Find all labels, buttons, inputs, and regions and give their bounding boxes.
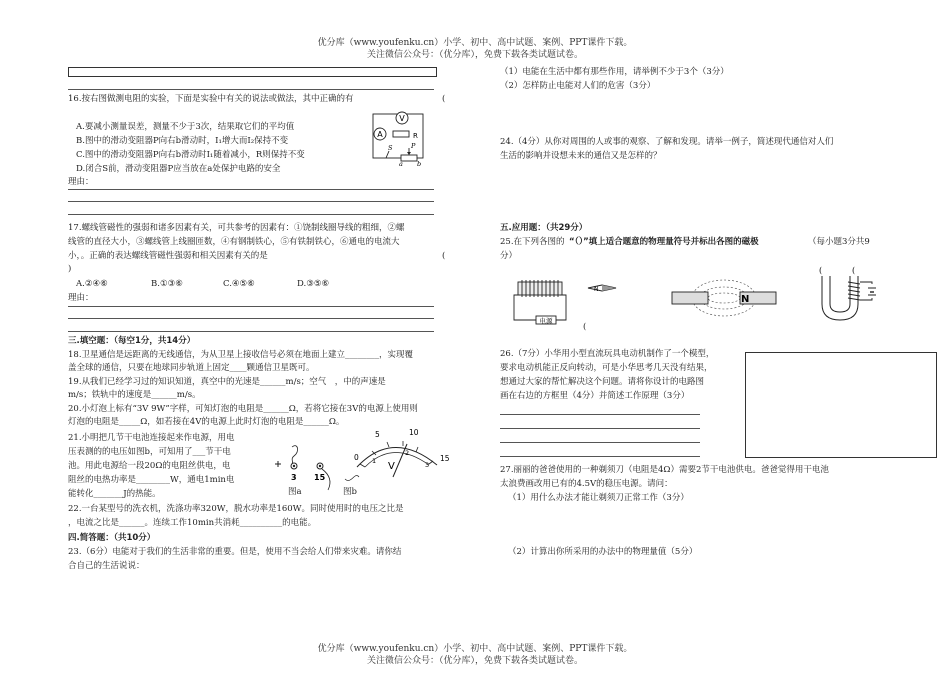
answer-line (68, 214, 434, 215)
footer-line-1: 优分库（www.youfenku.cn）小学、初中、高中试题、案例、PPT课件下载。 (317, 644, 633, 654)
q22-line-1: 22.一台某型号的洗衣机，洗涤功率320W，脱水功率是160W。同时使用时的电压之比是 (68, 504, 404, 514)
section-3-title: 三.填空题：（每空1分，共14分） (68, 336, 196, 346)
fig-label-v: V (399, 114, 405, 123)
q16-paren: ( (442, 94, 446, 104)
q17-paren-open: ( (442, 251, 446, 261)
dial-label-15: 15 (440, 454, 450, 463)
q16-option-c: C.图中的滑动变阻器P向右b滑动时I₁随着减小，R则保持不变 (76, 150, 305, 160)
header-line-1: 优分库（www.youfenku.cn）小学、初中、高中试题、案例、PPT课件下载。 (317, 38, 633, 48)
figure-b-voltmeter-dial (345, 427, 455, 489)
figure-a-terminals (270, 442, 340, 498)
q27-line-1: 27.丽丽的爸爸使用的一种剃须刀（电阻是4Ω）需要2节干电池供电。爸爸觉得用干电池 (500, 465, 829, 475)
q25-part-c: （每小题3分共9 (808, 237, 870, 247)
q16-option-b: B.图中的滑动变阻器P向右b滑动时，I₁增大而I₂保持不变 (76, 136, 289, 146)
answer-line (68, 331, 434, 332)
q16-reason-label: 理由： (68, 177, 94, 187)
q19-line-2: m/s；铁轨中的速度是______m/s。 (68, 390, 201, 400)
q25-u-magnet-figure (816, 264, 896, 324)
answer-line (68, 189, 434, 190)
q27-sub-2: （2）计算出你所采用的办法中的物理量值（5分） (508, 547, 698, 557)
q17-line-2: 线管的直径大小，③螺线管上线圈匝数，④有钢制铁心，⑤有铁制铁心，⑥通电的电流大 (68, 237, 400, 247)
answer-line (500, 456, 700, 457)
answer-line (500, 414, 700, 415)
dial-label-10: 10 (409, 428, 419, 437)
q26-line-2: 要求电动机能正反向转动，可是小华思考几天没有结果， (500, 363, 713, 373)
q18-line-2: 盖全球的通信，只要在地球同步轨道上固定____颗通信卫星既可。 (68, 363, 315, 373)
q23-sub-1: （1）电能在生活中都有那些作用，请举例不少于3个（3分） (500, 67, 729, 77)
q26-line-1: 26.（7分）小华用小型直流玩具电动机制作了一个模型， (500, 349, 715, 359)
q21-line-4: 阻丝的电热功率是________W，通电1min电 (68, 475, 235, 485)
q25-magnets-figure (670, 278, 778, 320)
magnet-n-label: N (741, 294, 750, 305)
dial-label-5: 5 (375, 430, 380, 439)
fig-label-b-end: b (417, 160, 422, 168)
q17-paren-close: ) (68, 264, 72, 274)
answer-line (500, 428, 700, 429)
answer-line (500, 442, 700, 443)
footer-line-2: 关注微信公众号：（优分库），免费下载各类试题试卷。 (366, 656, 583, 666)
q21-line-1: 21.小明把几节干电池连接起来作电源，用电 (68, 433, 235, 443)
fig-label-p: P (411, 142, 416, 150)
q16-circuit-figure (362, 108, 432, 166)
answer-line (68, 201, 434, 202)
q17-line-3: 小，。正确的表达螺线管磁性强弱和相关因素有关的是 (68, 251, 268, 261)
q23-line-2: 合自己的生活说说： (68, 561, 145, 571)
terminal-3-label: 3 (291, 473, 297, 482)
dial-label-1: 1 (372, 457, 377, 465)
answer-line (68, 89, 434, 90)
q21-line-5: 能转化_______J的热能。 (68, 489, 161, 499)
q25-solenoid-figure (510, 276, 620, 331)
q22-line-2: ，电流之比是______。连续工作10min共消耗__________的电能。 (68, 518, 317, 528)
q17-option-b: B.①③⑥ (151, 279, 183, 289)
dial-label-v: V (388, 461, 395, 472)
resistor-symbol (393, 131, 409, 137)
q27-sub-1: （1）用什么办法才能让剃须刀正常工作（3分） (508, 493, 689, 503)
dial-label-2: 2 (405, 449, 410, 457)
dial-label-0: 0 (354, 453, 359, 462)
paren-left: ( (819, 266, 823, 275)
needle-n-label: N (594, 286, 599, 293)
power-label: 电源 (539, 317, 553, 325)
answer-box (68, 67, 437, 77)
q17-option-a: A.②④⑥ (76, 279, 108, 289)
answer-line (68, 306, 434, 307)
dial-label-3: 3 (425, 461, 430, 469)
section-5-title: 五.应用题：（共29分） (500, 223, 588, 233)
circuit-drawing-box[interactable] (745, 352, 937, 458)
q26-line-4: 画在右边的方框里（4分）并简述工作原理（3分） (500, 391, 690, 401)
q25-answer-paren: ( (583, 322, 587, 332)
answer-line (68, 318, 434, 319)
q27-line-2: 太浪费画改用已有的4.5V的稳压电源。请问： (500, 479, 673, 489)
q23-sub-2: （2）怎样防止电能对人们的危害（3分） (500, 81, 656, 91)
page-footer (0, 643, 950, 667)
q25-part-a: 25.在下列各图的 (500, 237, 565, 247)
section-4-title: 四.简答题：（共10分） (68, 533, 156, 543)
q21-line-2: 压表测的的电压如图b，可知用了___节干电 (68, 447, 231, 457)
page-header (0, 37, 950, 61)
q17-line-1: 17.螺线管磁性的强弱和诸多因素有关，可共参考的因素有：①饶制线圈导线的粗细，②螺 (68, 223, 405, 233)
q26-line-3: 想通过大家的帮忙解决这个问题。请将你设计的电路图 (500, 377, 705, 387)
q25-part-b: “（）”填上适合题意的物理量符号并标出各图的磁极 (569, 237, 759, 247)
fig-label-s: S (388, 144, 393, 152)
fig-label-r: R (413, 132, 418, 140)
header-line-2: 关注微信公众号：（优分库），免费下载各类试题试卷。 (366, 50, 583, 60)
q17-reason-label: 理由： (68, 293, 94, 303)
fig-label-a: A (377, 130, 383, 139)
q18-line-1: 18.卫星通信是远距离的无线通信，为从卫星上接收信号必须在地面上建立________，实现覆 (68, 350, 414, 360)
q16-option-a: A.要减小测量误差，测量不少于3次，结果取它们的平均值 (76, 122, 295, 132)
q16-stem: 16.按右图做测电阻的实验，下面是实验中有关的说法或做法，其中正确的有 (68, 94, 354, 104)
q20-line-2: 灯泡的电阻是_____Ω，如若接在4V的电源上此时灯泡的电阻是______Ω。 (68, 417, 345, 427)
q20-line-1: 20.小灯泡上标有“3V 9W”字样，可知灯泡的电阻是______Ω，若将它接在3V的电源上使用则 (68, 404, 418, 414)
q21-line-3: 池。用此电源给一段20Ω的电阻丝供电，电 (68, 461, 231, 471)
figure-b-caption: 图b (343, 487, 357, 497)
paren-right: ( (852, 266, 856, 275)
terminal-15-label: 15 (314, 473, 326, 482)
figure-a-caption: 图a (288, 487, 302, 497)
q24-line-1: 24.（4分）从你对周围的人或事的观察、了解和发现。请举一例子，简述现代通信对人们 (500, 137, 834, 147)
q17-option-d: D.③⑤⑥ (297, 279, 330, 289)
q23-line-1: 23.（6分）电能对于我们的生活非常的重要。但是，使用不当会给人们带来灾难。请你结 (68, 547, 402, 557)
q16-option-d: D.闭合S前，滑动变阻器P应当放在a处保护电路的安全 (76, 164, 281, 174)
fig-label-a-end: a (399, 160, 403, 168)
q25-part-d: 分） (500, 251, 518, 261)
q17-option-c: C.④⑤⑥ (223, 279, 255, 289)
q24-line-2: 生活的影响并设想未来的通信又是怎样的？ (500, 151, 662, 161)
q19-line-1: 19.从我们已经学习过的知识知道，真空中的光速是______m/s；空气 ，中的声速是 (68, 377, 386, 387)
rheostat-symbol (401, 155, 417, 161)
